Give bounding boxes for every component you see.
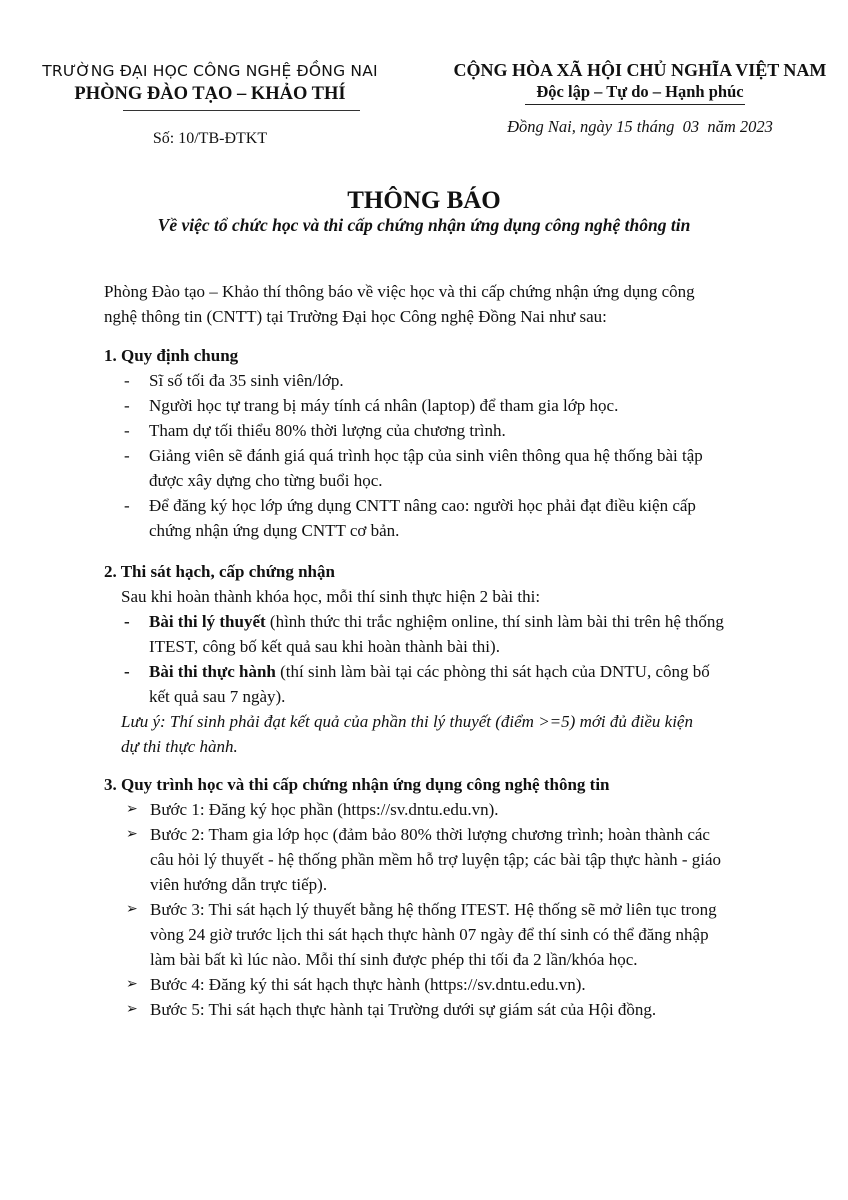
list-item (104, 393, 774, 418)
list-item (104, 493, 774, 543)
list-item (104, 659, 774, 709)
item-text: Bước 2: Tham gia lớp học (đảm bảo 80% thời lượng chương trình; hoàn thành các (150, 825, 710, 844)
section-general-rules (104, 343, 774, 543)
item-text: làm bài bất kì lúc nào. Mỗi thí sinh được phép thi tối đa 2 lần/khóa học. (150, 950, 638, 969)
item-text: vòng 24 giờ trước lịch thi sát hạch thực hành 07 ngày để thí sinh có thể đăng nhập (150, 925, 709, 944)
item-text: được xây dựng cho từng buổi học. (149, 471, 383, 490)
item-text: (thí sinh làm bài tại các phòng thi sát hạch của DNTU, công bố (275, 662, 710, 681)
school-name: TRƯỜNG ĐẠI HỌC CÔNG NGHỆ ĐỒNG NAI (42, 62, 378, 80)
section-exam-certification (104, 559, 774, 759)
note-text: Lưu ý: Thí sinh phải đạt kết quả của phần thi lý thuyết (điểm >=5) mới đủ điều kiện (121, 712, 693, 731)
item-text: câu hỏi lý thuyết - hệ thống phần mềm hỗ trợ luyện tập; các bài tập thực hành - giáo (150, 850, 722, 869)
list-item (104, 609, 774, 659)
item-bold-label: Bài thi lý thuyết (149, 612, 266, 631)
department-name: PHÒNG ĐÀO TẠO – KHẢO THÍ (74, 84, 346, 104)
section-process (104, 772, 774, 1022)
list-item (104, 443, 774, 493)
item-text: Giảng viên sẽ đánh giá quá trình học tập của sinh viên thông qua hệ thống bài tập (149, 446, 703, 465)
arrow-bullet-icon: ➢ (126, 902, 138, 917)
dash-marker: - (124, 421, 130, 440)
item-text: Bước 3: Thi sát hạch lý thuyết bằng hệ thống ITEST. Hệ thống sẽ mở liên tục trong (150, 900, 717, 919)
list-item (104, 418, 774, 443)
arrow-bullet-icon: ➢ (126, 802, 138, 817)
note (104, 709, 774, 759)
item-text: kết quả sau 7 ngày). (149, 687, 286, 706)
item-text: ITEST, công bố kết quả sau khi hoàn thành bài thi). (149, 637, 500, 656)
item-bold-label: Bài thi thực hành (149, 662, 276, 681)
list-item (104, 368, 774, 393)
section-heading: 1. Quy định chung (104, 346, 239, 365)
divider (525, 104, 745, 105)
list-item (104, 822, 774, 897)
section-lead: Sau khi hoàn thành khóa học, mỗi thí sinh thực hiện 2 bài thi: (121, 587, 541, 606)
list-item (104, 972, 774, 997)
document-date: Đồng Nai, ngày 15 tháng 03 năm 2023 (507, 117, 773, 136)
section-heading: 3. Quy trình học và thi cấp chứng nhận ứng dụng công nghệ thông tin (104, 775, 610, 794)
dash-marker: - (124, 496, 130, 515)
item-text: Sĩ số tối đa 35 sinh viên/lớp. (149, 371, 344, 390)
note-text: dự thi thực hành. (121, 737, 238, 756)
item-text: viên hướng dẫn trực tiếp). (150, 875, 328, 894)
arrow-bullet-icon: ➢ (126, 977, 138, 992)
dash-marker: - (124, 662, 130, 681)
national-motto: Độc lập – Tự do – Hạnh phúc (536, 82, 744, 101)
item-text: chứng nhận ứng dụng CNTT cơ bản. (149, 521, 400, 540)
arrow-bullet-icon: ➢ (126, 1002, 138, 1017)
intro-line: nghệ thông tin (CNTT) tại Trường Đại học Công nghệ Đồng Nai như sau: (104, 307, 607, 326)
arrow-bullet-icon: ➢ (126, 827, 138, 842)
page-title: THÔNG BÁO (347, 187, 501, 214)
document-number: Số: 10/TB-ĐTKT (152, 130, 268, 147)
section-heading: 2. Thi sát hạch, cấp chứng nhận (104, 562, 335, 581)
dash-marker: - (124, 396, 130, 415)
item-text: Để đăng ký học lớp ứng dụng CNTT nâng cao: người học phải đạt điều kiện cấp (149, 496, 696, 515)
item-text: (hình thức thi trắc nghiệm online, thí sinh làm bài thi trên hệ thống (265, 612, 724, 631)
list-item (104, 797, 774, 822)
item-text: Bước 1: Đăng ký học phần (https://sv.dntu.edu.vn). (150, 800, 499, 819)
dash-marker: - (124, 371, 130, 390)
item-text: Bước 5: Thi sát hạch thực hành tại Trường dưới sự giám sát của Hội đồng. (150, 1000, 657, 1019)
page-subtitle: Về việc tổ chức học và thi cấp chứng nhận ứng dụng công nghệ thông tin (157, 215, 691, 235)
intro-line: Phòng Đào tạo – Khảo thí thông báo về việc học và thi cấp chứng nhận ứng dụng công (104, 282, 695, 301)
divider (123, 110, 360, 111)
item-text: Bước 4: Đăng ký thi sát hạch thực hành (https://sv.dntu.edu.vn). (150, 975, 586, 994)
intro-paragraph (104, 279, 774, 329)
item-text: Người học tự trang bị máy tính cá nhân (laptop) để tham gia lớp học. (149, 396, 619, 415)
item-text: Tham dự tối thiểu 80% thời lượng của chương trình. (149, 421, 506, 440)
list-item (104, 997, 774, 1022)
nation-name: CỘNG HÒA XÃ HỘI CHỦ NGHĨA VIỆT NAM (453, 60, 827, 80)
dash-marker: - (124, 446, 130, 465)
dash-marker: - (124, 612, 130, 631)
list-item (104, 897, 774, 972)
